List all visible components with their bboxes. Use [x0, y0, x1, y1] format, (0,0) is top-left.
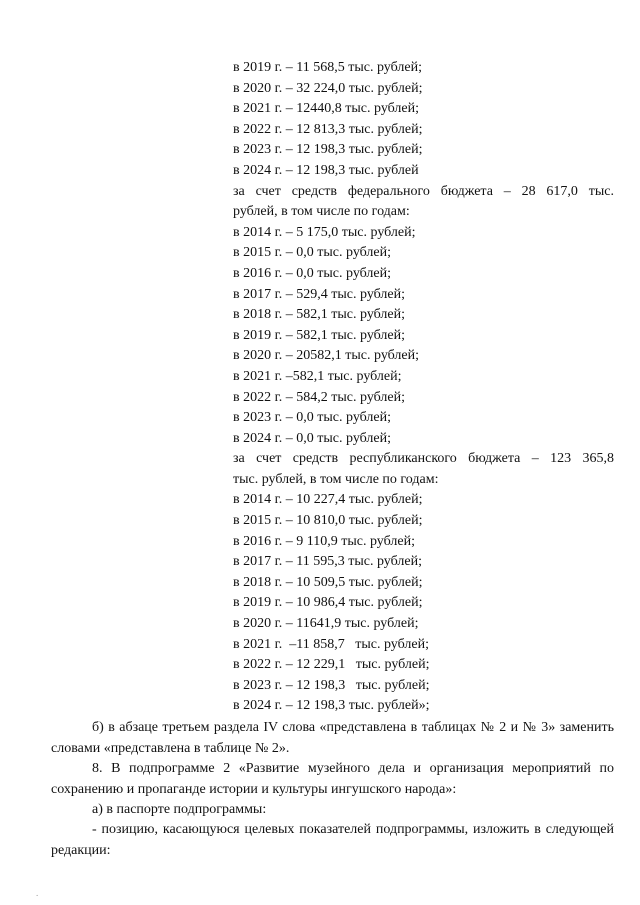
federal-year-2018: в 2018 г. – 582,1 тыс. рублей; — [233, 307, 405, 323]
funding-line-2019: в 2019 г. – 11 568,5 тыс. рублей; — [233, 60, 422, 75]
federal-year-2014: в 2014 г. – 5 175,0 тыс. рублей; — [233, 224, 416, 240]
republic-year-2016: в 2016 г. – 9 110,9 тыс. рублей; — [233, 533, 415, 549]
funding-line-2023: в 2023 г. – 12 198,3 тыс. рублей; — [233, 142, 423, 158]
republic-year-2024: в 2024 г. – 12 198,3 тыс. рублей»; — [233, 698, 430, 714]
federal-budget-intro: за счет средств федерального бюджета – 28 617,0 тыс. — [233, 183, 614, 199]
federal-year-2022: в 2022 г. – 584,2 тыс. рублей; — [233, 389, 405, 405]
republic-year-2021: в 2021 г. –11 858,7 тыс. рублей; — [233, 636, 429, 652]
corner-mark: . — [36, 888, 39, 898]
federal-year-2019: в 2019 г. – 582,1 тыс. рублей; — [233, 327, 405, 343]
federal-year-2021: в 2021 г. –582,1 тыс. рублей; — [233, 368, 402, 384]
republic-year-2014: в 2014 г. – 10 227,4 тыс. рублей; — [233, 492, 423, 508]
funding-line-2021: в 2021 г. – 12440,8 тыс. рублей; — [233, 101, 419, 117]
federal-year-2017: в 2017 г. – 529,4 тыс. рублей; — [233, 286, 405, 302]
republic-year-2019: в 2019 г. – 10 986,4 тыс. рублей; — [233, 595, 423, 611]
paragraph-b: б) в абзаце третьем раздела IV слова «представлена в таблицах № 2 и № 3» заменить словами «представлена в таблице № 2». — [51, 720, 614, 756]
federal-year-2016: в 2016 г. – 0,0 тыс. рублей; — [233, 265, 391, 281]
federal-year-2020: в 2020 г. – 20582,1 тыс. рублей; — [233, 348, 419, 364]
republic-year-2022: в 2022 г. – 12 229,1 тыс. рублей; — [233, 657, 430, 673]
funding-line-2020: в 2020 г. – 32 224,0 тыс. рублей; — [233, 80, 423, 96]
federal-year-2023: в 2023 г. – 0,0 тыс. рублей; — [233, 410, 391, 426]
republic-year-2015: в 2015 г. – 10 810,0 тыс. рублей; — [233, 513, 423, 529]
funding-line-2022: в 2022 г. – 12 813,3 тыс. рублей; — [233, 121, 423, 137]
paragraph-position: - позицию, касающуюся целевых показателей подпрограммы, изложить в следующей редакции: — [51, 822, 614, 858]
paragraph-a: а) в паспорте подпрограммы: — [92, 802, 267, 817]
funding-line-2024: в 2024 г. – 12 198,3 тыс. рублей — [233, 162, 419, 178]
funding-column — [233, 58, 614, 717]
federal-budget-intro-cont: рублей, в том числе по годам: — [233, 204, 410, 220]
republic-year-2018: в 2018 г. – 10 509,5 тыс. рублей; — [233, 574, 423, 590]
paragraph-8: 8. В подпрограмме 2 «Развитие музейного дела и организация мероприятий по сохранению и пропаганде истории и культуры ингушского народа»: — [51, 761, 614, 797]
federal-year-2024: в 2024 г. – 0,0 тыс. рублей; — [233, 430, 391, 446]
republic-budget-intro: за счет средств республиканского бюджета – 123 365,8 — [233, 451, 614, 467]
federal-year-2015: в 2015 г. – 0,0 тыс. рублей; — [233, 245, 391, 261]
republic-year-2023: в 2023 г. – 12 198,3 тыс. рублей; — [233, 677, 430, 693]
republic-year-2017: в 2017 г. – 11 595,3 тыс. рублей; — [233, 554, 422, 570]
republic-year-2020: в 2020 г. – 11641,9 тыс. рублей; — [233, 616, 419, 632]
republic-budget-intro-cont: тыс. рублей, в том числе по годам: — [233, 471, 439, 487]
